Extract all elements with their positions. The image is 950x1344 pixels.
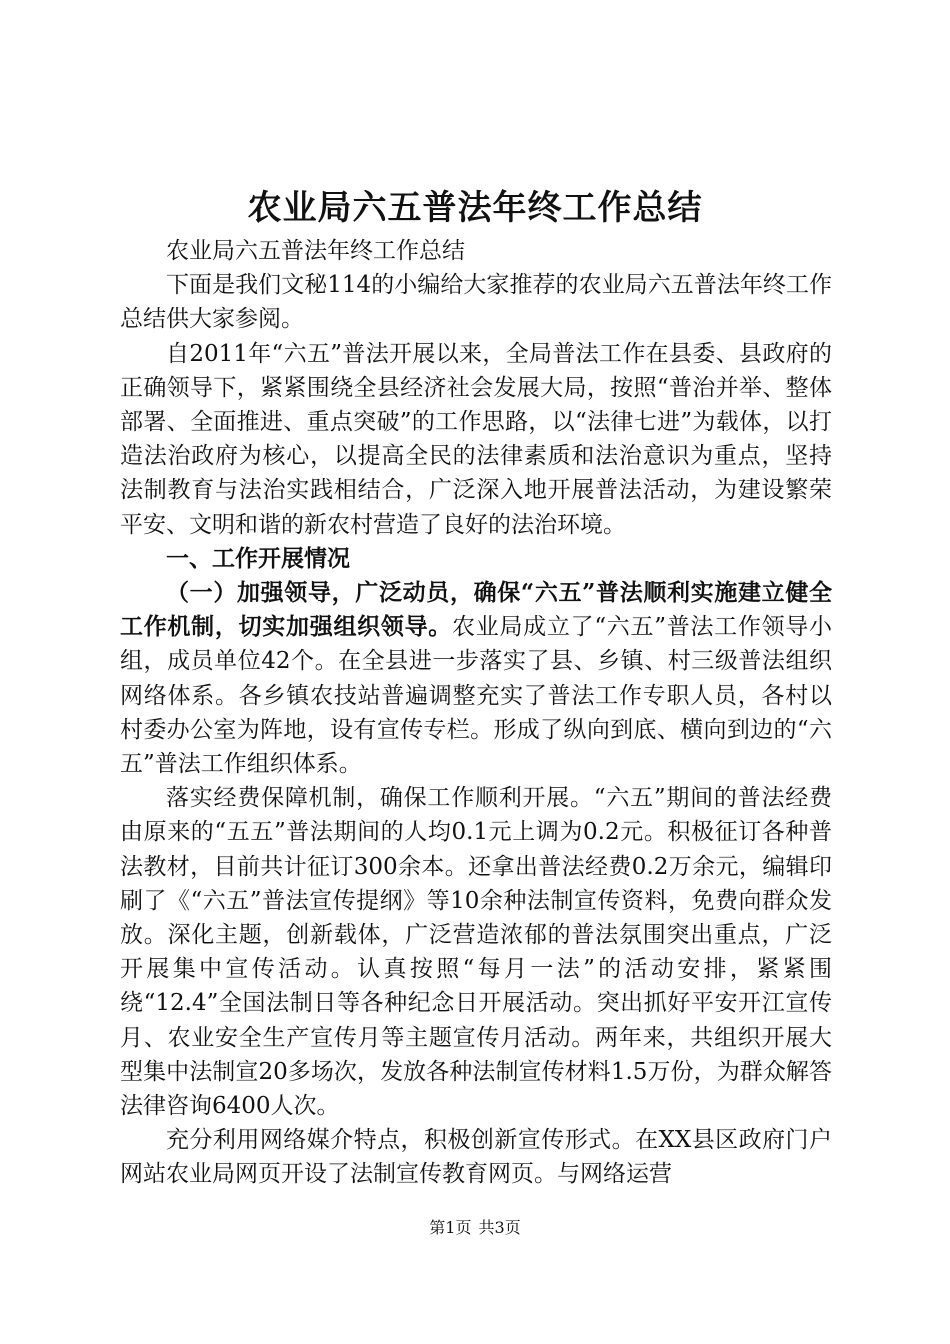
funding-paragraph: 落实经费保障机制，确保工作顺利开展。“六五”期间的普法经费由原来的“五五”普法期间的人均0.1元上调为0.2元。积极征订各种普法教材，目前共计征订300余本。还拿出普法经费0.2万余元，编辑印刷了《“六五”普法宣传提纲》等10余种法制宣传资料，免费向群众发放。深化主题，创新载体，广泛营造浓郁的普法氛围突出重点，广泛开展集中宣传活动。认真按照“每月一法”的活动安排，紧紧围绕“12.4”全国法制日等各种纪念日开展活动。突出抓好平安开江宣传月、农业安全生产宣传月等主题宣传月活动。两年来，共组织开展大型集中法制宣20多场次，发放各种法制宣传材料1.5万份，为群众解答法律咨询6400人次。 bbox=[120, 785, 832, 1120]
section-heading: 一、工作开展情况 bbox=[166, 544, 350, 572]
leadership-subheading: （一）加强领导，广泛动员，确保“六五”普法顺利实施建立健全工作机制，切实加强组织领导。 bbox=[120, 579, 832, 641]
leadership-paragraph bbox=[120, 576, 832, 781]
network-paragraph: 充分利用网络媒介特点，积极创新宣传形式。在XX县区政府门户网站农业局网页开设了法制宣传教育网页。与网络运营 bbox=[120, 1127, 832, 1188]
page-footer: 第1页 共3页 bbox=[429, 1218, 521, 1237]
recommendation-paragraph: 下面是我们文秘114的小编给大家推荐的农业局六五普法年终工作总结供大家参阅。 bbox=[120, 272, 832, 333]
overview-paragraph: 自2011年“六五”普法开展以来，全局普法工作在县委、县政府的正确领导下，紧紧围绕全县经济社会发展大局，按照“普治并举、整体部署、全面推进、重点突破”的工作思路，以“法律七进”为载体，以打造法治政府为核心，以提高全民的法律素质和法治意识为重点，坚持法制教育与法治实践相结合，广泛深入地开展普法活动，为建设繁荣平安、文明和谐的新农村营造了良好的法治环境。 bbox=[120, 340, 832, 538]
leadership-text: 农业局成立了“六五”普法工作领导小组，成员单位42个。在全县进一步落实了县、乡镇、村三级普法组织网络体系。各乡镇农技站普遍调整充实了普法工作专职人员，各村以村委办公室为阵地，设有宣传专栏。形成了纵向到底、横向到边的“六五”普法工作组织体系。 bbox=[120, 614, 832, 778]
intro-title-paragraph: 农业局六五普法年终工作总结 bbox=[166, 238, 465, 264]
document-body bbox=[120, 234, 832, 1192]
document-title: 农业局六五普法年终工作总结 bbox=[247, 188, 703, 228]
